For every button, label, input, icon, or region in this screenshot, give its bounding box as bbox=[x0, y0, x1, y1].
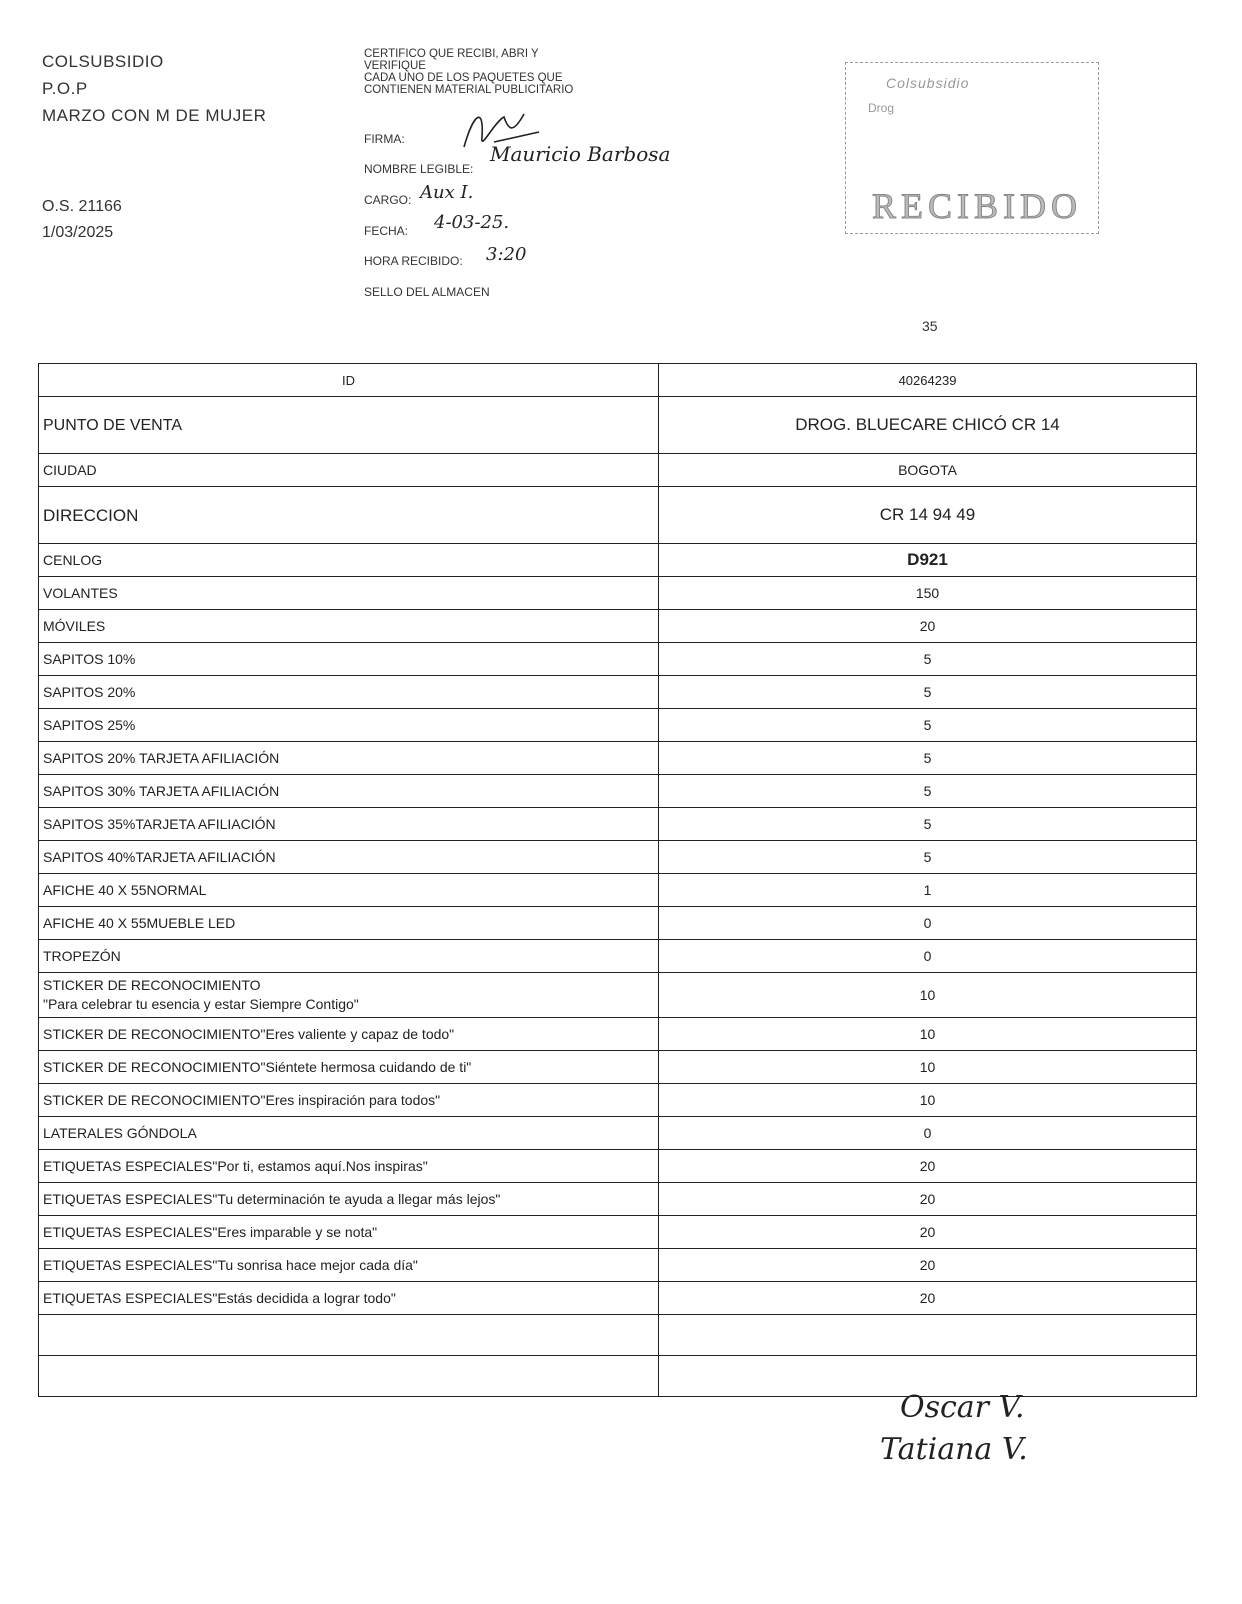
row-label bbox=[39, 973, 659, 1018]
firma-label: FIRMA: bbox=[364, 132, 405, 146]
row-label bbox=[39, 1282, 659, 1315]
row-label bbox=[39, 1051, 659, 1084]
table-row bbox=[39, 940, 1197, 973]
row-label-text: TROPEZÓN bbox=[43, 947, 121, 964]
id-label: ID bbox=[39, 364, 659, 397]
table-row bbox=[39, 1150, 1197, 1183]
row-label bbox=[39, 610, 659, 643]
sello-label: SELLO DEL ALMACEN bbox=[364, 285, 490, 299]
row-label-text: ETIQUETAS ESPECIALES"Tu determinación te ayuda a llegar más lejos" bbox=[43, 1190, 501, 1207]
row-label-text: CENLOG bbox=[43, 551, 103, 568]
row-value: 10 bbox=[659, 1084, 1197, 1117]
certificate-text bbox=[364, 48, 644, 96]
row-label bbox=[39, 487, 659, 544]
stamp-drog: Drog bbox=[868, 101, 895, 115]
row-label bbox=[39, 874, 659, 907]
table-row bbox=[39, 643, 1197, 676]
stamp-received: RECIBIDO bbox=[872, 186, 1082, 226]
row-value: D921 bbox=[659, 544, 1197, 577]
id-value: 40264239 bbox=[659, 364, 1197, 397]
table-row bbox=[39, 907, 1197, 940]
nombre-label: NOMBRE LEGIBLE: bbox=[364, 162, 474, 176]
row-label bbox=[39, 454, 659, 487]
table-row bbox=[39, 742, 1197, 775]
fecha-value: 4-03-25. bbox=[434, 212, 510, 233]
row-label bbox=[39, 1117, 659, 1150]
page-number: 35 bbox=[922, 318, 938, 334]
row-label-text: MÓVILES bbox=[43, 617, 106, 634]
empty-cell bbox=[39, 1356, 659, 1397]
table-row bbox=[39, 487, 1197, 544]
row-label-text: ETIQUETAS ESPECIALES"Eres imparable y se nota" bbox=[43, 1223, 378, 1240]
warehouse-stamp bbox=[845, 62, 1099, 234]
row-value: 20 bbox=[659, 1216, 1197, 1249]
table-row bbox=[39, 1183, 1197, 1216]
row-value: 10 bbox=[659, 1051, 1197, 1084]
empty-row bbox=[39, 1315, 1197, 1356]
row-label-text: SAPITOS 20% TARJETA AFILIACIÓN bbox=[43, 749, 280, 766]
row-label-text: ETIQUETAS ESPECIALES"Tu sonrisa hace mejor cada día" bbox=[43, 1256, 418, 1273]
row-label bbox=[39, 1183, 659, 1216]
row-label-text: STICKER DE RECONOCIMIENTO bbox=[43, 977, 261, 993]
table-row bbox=[39, 841, 1197, 874]
table-row bbox=[39, 1018, 1197, 1051]
row-label bbox=[39, 940, 659, 973]
table-row bbox=[39, 808, 1197, 841]
row-value: 150 bbox=[659, 577, 1197, 610]
row-label-text: SAPITOS 25% bbox=[43, 716, 136, 733]
row-label bbox=[39, 742, 659, 775]
row-label-text: SAPITOS 35%TARJETA AFILIACIÓN bbox=[43, 815, 276, 832]
row-value: 5 bbox=[659, 808, 1197, 841]
row-label-text: STICKER DE RECONOCIMIENTO"Siéntete hermosa cuidando de ti" bbox=[43, 1058, 472, 1075]
row-label bbox=[39, 907, 659, 940]
row-value: 20 bbox=[659, 1183, 1197, 1216]
row-label-text: LATERALES GÓNDOLA bbox=[43, 1124, 197, 1141]
row-value: 0 bbox=[659, 1117, 1197, 1150]
cargo-label: CARGO: bbox=[364, 193, 412, 207]
cert-line-4: CONTIENEN MATERIAL PUBLICITARIO bbox=[364, 84, 574, 96]
table-row bbox=[39, 676, 1197, 709]
row-label bbox=[39, 1150, 659, 1183]
fecha-label: FECHA: bbox=[364, 224, 409, 238]
row-value: 10 bbox=[659, 973, 1197, 1018]
hora-label: HORA RECIBIDO: bbox=[364, 254, 463, 268]
row-label bbox=[39, 841, 659, 874]
row-value: 5 bbox=[659, 676, 1197, 709]
empty-cell bbox=[659, 1315, 1197, 1356]
row-value: 0 bbox=[659, 940, 1197, 973]
header-left bbox=[42, 52, 266, 133]
row-label-text: SAPITOS 30% TARJETA AFILIACIÓN bbox=[43, 782, 280, 799]
row-value: 20 bbox=[659, 1249, 1197, 1282]
cargo-value: Aux I. bbox=[420, 182, 474, 203]
table-row bbox=[39, 973, 1197, 1018]
row-value: DROG. BLUECARE CHICÓ CR 14 bbox=[659, 397, 1197, 454]
table-row bbox=[39, 874, 1197, 907]
row-value: BOGOTA bbox=[659, 454, 1197, 487]
table-row bbox=[39, 709, 1197, 742]
cert-line-3: CADA UNO DE LOS PAQUETES QUE bbox=[364, 72, 563, 84]
table-row bbox=[39, 1282, 1197, 1315]
row-value: CR 14 94 49 bbox=[659, 487, 1197, 544]
row-label-text: PUNTO DE VENTA bbox=[43, 416, 182, 434]
table-row bbox=[39, 577, 1197, 610]
row-label bbox=[39, 775, 659, 808]
row-label bbox=[39, 1216, 659, 1249]
campaign-name: MARZO CON M DE MUJER bbox=[42, 106, 267, 125]
hora-value: 3:20 bbox=[486, 244, 527, 265]
row-label-text: CIUDAD bbox=[43, 461, 97, 478]
row-value: 1 bbox=[659, 874, 1197, 907]
order-info bbox=[42, 194, 122, 246]
company-name: COLSUBSIDIO bbox=[42, 52, 164, 71]
order-number: O.S. 21166 bbox=[42, 198, 122, 215]
table-row bbox=[39, 1051, 1197, 1084]
signature-name-1: Oscar V. bbox=[900, 1390, 1025, 1425]
row-label-text: SAPITOS 40%TARJETA AFILIACIÓN bbox=[43, 848, 276, 865]
row-label-text-2: "Para celebrar tu esencia y estar Siempre Contigo" bbox=[43, 996, 359, 1012]
row-value: 5 bbox=[659, 742, 1197, 775]
row-value: 5 bbox=[659, 841, 1197, 874]
materials-table bbox=[38, 363, 1197, 1397]
signature-name-2: Tatiana V. bbox=[880, 1432, 1028, 1467]
row-label-text: DIRECCION bbox=[43, 505, 139, 525]
nombre-value: Mauricio Barbosa bbox=[490, 142, 671, 166]
row-label bbox=[39, 577, 659, 610]
row-label-text: STICKER DE RECONOCIMIENTO"Eres valiente y capaz de todo" bbox=[43, 1025, 455, 1042]
table-row bbox=[39, 454, 1197, 487]
row-label-text: AFICHE 40 X 55MUEBLE LED bbox=[43, 914, 236, 931]
row-label bbox=[39, 1084, 659, 1117]
table-row bbox=[39, 1249, 1197, 1282]
row-value: 10 bbox=[659, 1018, 1197, 1051]
table-row bbox=[39, 1117, 1197, 1150]
table-row-id bbox=[39, 364, 1197, 397]
table-row bbox=[39, 544, 1197, 577]
table-row bbox=[39, 397, 1197, 454]
row-label bbox=[39, 676, 659, 709]
row-value: 5 bbox=[659, 775, 1197, 808]
row-label bbox=[39, 544, 659, 577]
table-row bbox=[39, 1216, 1197, 1249]
cert-line-2: VERIFIQUE bbox=[364, 60, 426, 72]
row-label-text: VOLANTES bbox=[43, 584, 118, 601]
row-label bbox=[39, 1018, 659, 1051]
row-label bbox=[39, 397, 659, 454]
stamp-logo: Colsubsidio bbox=[886, 75, 970, 91]
order-date: 1/03/2025 bbox=[42, 224, 114, 241]
row-label-text: ETIQUETAS ESPECIALES"Estás decidida a lograr todo" bbox=[43, 1289, 396, 1306]
cert-line-1: CERTIFICO QUE RECIBI, ABRI Y bbox=[364, 48, 539, 60]
row-label bbox=[39, 1249, 659, 1282]
row-label-text: STICKER DE RECONOCIMIENTO"Eres inspiración para todos" bbox=[43, 1091, 441, 1108]
row-value: 0 bbox=[659, 907, 1197, 940]
row-value: 5 bbox=[659, 709, 1197, 742]
row-label-text: SAPITOS 10% bbox=[43, 650, 136, 667]
header-line2: P.O.P bbox=[42, 79, 88, 98]
empty-cell bbox=[39, 1315, 659, 1356]
table-row bbox=[39, 1084, 1197, 1117]
row-label-text: ETIQUETAS ESPECIALES"Por ti, estamos aquí.Nos inspiras" bbox=[43, 1157, 428, 1174]
row-value: 20 bbox=[659, 1150, 1197, 1183]
row-value: 20 bbox=[659, 610, 1197, 643]
row-label bbox=[39, 643, 659, 676]
row-label bbox=[39, 808, 659, 841]
row-label bbox=[39, 709, 659, 742]
row-label-text: AFICHE 40 X 55NORMAL bbox=[43, 881, 207, 898]
table-row bbox=[39, 610, 1197, 643]
row-value: 5 bbox=[659, 643, 1197, 676]
row-value: 20 bbox=[659, 1282, 1197, 1315]
table-row bbox=[39, 775, 1197, 808]
row-label-text: SAPITOS 20% bbox=[43, 683, 136, 700]
